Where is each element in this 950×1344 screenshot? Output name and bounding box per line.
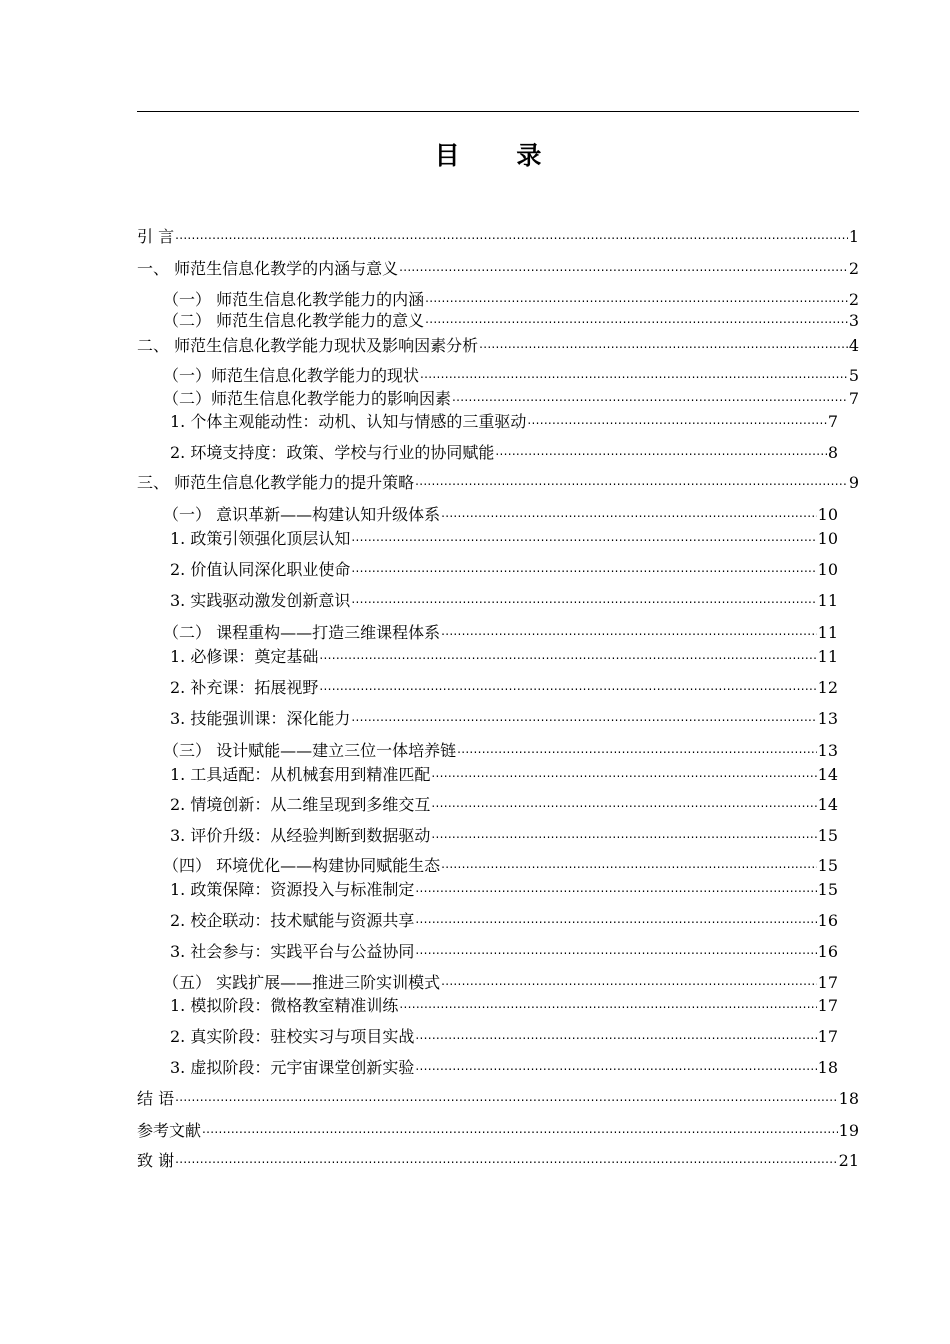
toc-entry-label: 2. 补充课：拓展视野: [170, 678, 319, 697]
toc-entry[interactable]: [163, 734, 838, 760]
toc-leader-dots: [351, 584, 816, 606]
toc-entry-label: 1. 政策引领强化顶层认知: [170, 529, 351, 548]
toc-entry-label: 参考文献: [137, 1121, 202, 1140]
toc-entry-page: 12: [817, 678, 838, 697]
toc-entry-label: 2. 校企联动：技术赋能与资源共享: [170, 911, 415, 930]
toc-entry-label: （五） 实践扩展——推进三阶实训模式: [163, 973, 441, 992]
toc-entry[interactable]: [170, 873, 838, 899]
toc-leader-dots: [175, 220, 848, 242]
toc-entry-label: 2. 真实阶段：驻校实习与项目实战: [170, 1027, 415, 1046]
toc-leader-dots: [202, 1114, 838, 1136]
toc-entry[interactable]: [170, 584, 838, 610]
toc-leader-dots: [441, 616, 817, 638]
toc-leader-dots: [425, 304, 848, 326]
toc-leader-dots: [527, 405, 826, 427]
toc-entry[interactable]: [137, 252, 859, 278]
toc-entry-page: 14: [817, 795, 838, 814]
toc-entry-label: （一） 意识革新——构建认知升级体系: [163, 505, 441, 524]
toc-entry[interactable]: [163, 382, 859, 408]
toc-leader-dots: [351, 702, 816, 724]
toc-entry-label: （二） 课程重构——打造三维课程体系: [163, 623, 441, 642]
toc-leader-dots: [175, 1144, 838, 1166]
toc-entry-page: 11: [817, 623, 838, 642]
toc-entry-label: 1. 必修课：奠定基础: [170, 647, 319, 666]
toc-entry[interactable]: [163, 498, 838, 524]
toc-leader-dots: [415, 873, 816, 895]
toc-entry-label: 2. 情境创新：从二维呈现到多维交互: [170, 795, 431, 814]
toc-entry[interactable]: [170, 1051, 838, 1077]
toc-leader-dots: [415, 1051, 816, 1073]
toc-entry-page: 11: [817, 647, 838, 666]
toc-leader-dots: [431, 819, 816, 841]
toc-leader-dots: [441, 849, 817, 871]
toc-entry[interactable]: [170, 1020, 838, 1046]
toc-entry-label: （二） 师范生信息化教学能力的意义: [163, 311, 425, 330]
toc-entry[interactable]: [170, 640, 838, 666]
toc-leader-dots: [441, 966, 817, 988]
toc-entry-label: 3. 评价升级：从经验判断到数据驱动: [170, 826, 431, 845]
toc-entry-label: 1. 工具适配：从机械套用到精准匹配: [170, 765, 431, 784]
toc-entry-page: 17: [817, 1027, 838, 1046]
toc-entry-page: 15: [817, 826, 838, 845]
toc-leader-dots: [431, 758, 816, 780]
toc-entry-page: 10: [817, 505, 838, 524]
toc-entry[interactable]: [163, 849, 838, 875]
toc-leader-dots: [399, 252, 848, 274]
toc-entry[interactable]: [137, 329, 859, 355]
toc-entry[interactable]: [163, 359, 859, 385]
toc-entry-page: 9: [848, 473, 859, 492]
toc-leader-dots: [415, 1020, 816, 1042]
toc-entry-page: 13: [817, 709, 838, 728]
toc-entry-page: 18: [838, 1089, 859, 1108]
toc-leader-dots: [479, 329, 848, 351]
toc-entry-label: 1. 政策保障：资源投入与标准制定: [170, 880, 415, 899]
toc-entry-page: 14: [817, 765, 838, 784]
toc-leader-dots: [431, 788, 816, 810]
toc-entry[interactable]: [170, 671, 838, 697]
toc-entry-page: 17: [817, 996, 838, 1015]
toc-entry[interactable]: [170, 989, 838, 1015]
toc-leader-dots: [457, 734, 817, 756]
toc-entry-page: 8: [827, 443, 838, 462]
toc-entry-page: 5: [848, 366, 859, 385]
toc-entry[interactable]: [163, 616, 838, 642]
toc-entry-page: 16: [817, 942, 838, 961]
toc-entry-page: 2: [848, 259, 859, 278]
toc-entry-label: 三、 师范生信息化教学能力的提升策略: [137, 473, 415, 492]
toc-entry[interactable]: [137, 466, 859, 492]
toc-entry-label: 3. 虚拟阶段：元宇宙课堂创新实验: [170, 1058, 415, 1077]
toc-entry-page: 7: [827, 412, 838, 431]
toc-leader-dots: [319, 671, 816, 693]
toc-entry-label: （一） 师范生信息化教学能力的内涵: [163, 290, 425, 309]
toc-entry[interactable]: [137, 1114, 859, 1140]
toc-leader-dots: [420, 359, 848, 381]
toc-leader-dots: [452, 382, 848, 404]
toc-entry-label: 3. 实践驱动激发创新意识: [170, 591, 351, 610]
toc-leader-dots: [351, 522, 816, 544]
toc-entry-page: 18: [817, 1058, 838, 1077]
toc-entry-page: 10: [817, 529, 838, 548]
toc-entry-page: 10: [817, 560, 838, 579]
toc-entry-page: 15: [817, 856, 838, 875]
toc-entry[interactable]: [170, 819, 838, 845]
toc-entry[interactable]: [163, 304, 859, 330]
toc-entry-label: 二、 师范生信息化教学能力现状及影响因素分析: [137, 336, 479, 355]
toc-entry[interactable]: [163, 283, 859, 309]
toc-entry[interactable]: [170, 436, 838, 462]
toc-leader-dots: [319, 640, 816, 662]
toc-entry-page: 11: [817, 591, 838, 610]
toc-entry-label: 结 语: [137, 1089, 175, 1108]
toc-entry-page: 21: [838, 1151, 859, 1170]
toc-leader-dots: [415, 904, 816, 926]
toc-leader-dots: [441, 498, 817, 520]
toc-entry-page: 16: [817, 911, 838, 930]
toc-entry-label: 1. 模拟阶段：微格教室精准训练: [170, 996, 399, 1015]
toc-entry-page: 15: [817, 880, 838, 899]
toc-leader-dots: [175, 1082, 838, 1104]
toc-entry-label: （三） 设计赋能——建立三位一体培养链: [163, 741, 457, 760]
toc-entry[interactable]: [170, 904, 838, 930]
toc-entry-page: 3: [848, 311, 859, 330]
toc-entry[interactable]: [163, 966, 838, 992]
toc-entry-label: 1. 个体主观能动性：动机、认知与情感的三重驱动: [170, 412, 527, 431]
toc-leader-dots: [425, 283, 848, 305]
toc-entry[interactable]: [170, 553, 838, 579]
toc-leader-dots: [495, 436, 826, 458]
toc-entry-page: 2: [848, 290, 859, 309]
toc-leader-dots: [399, 989, 816, 1011]
toc-entry-page: 7: [848, 389, 859, 408]
toc-leader-dots: [415, 466, 848, 488]
toc-entry[interactable]: [170, 702, 838, 728]
toc-entry-label: 一、 师范生信息化教学的内涵与意义: [137, 259, 399, 278]
toc-entry-label: 3. 技能强训课：深化能力: [170, 709, 351, 728]
toc-entry-label: （一）师范生信息化教学能力的现状: [163, 366, 420, 385]
toc-entry[interactable]: [170, 405, 838, 431]
toc-entry-label: 2. 价值认同深化职业使命: [170, 560, 351, 579]
toc-entry-label: 3. 社会参与：实践平台与公益协同: [170, 942, 415, 961]
toc-entry[interactable]: [137, 1082, 859, 1108]
toc-entry-label: 致 谢: [137, 1151, 175, 1170]
toc-leader-dots: [351, 553, 816, 575]
toc-entry[interactable]: [170, 522, 838, 548]
toc-entry-label: （二）师范生信息化教学能力的影响因素: [163, 389, 452, 408]
toc-leader-dots: [415, 935, 816, 957]
toc-entry[interactable]: [170, 758, 838, 784]
toc-entry-label: 2. 环境支持度：政策、学校与行业的协同赋能: [170, 443, 495, 462]
toc-entry-page: 4: [848, 336, 859, 355]
toc-entry[interactable]: [170, 935, 838, 961]
toc-title: 目 录: [434, 141, 566, 170]
toc-entry-page: 1: [848, 227, 859, 246]
toc-entry-label: 引 言: [137, 227, 175, 246]
toc-entry-page: 19: [838, 1121, 859, 1140]
toc-entry[interactable]: [137, 220, 859, 246]
toc-entry-page: 13: [817, 741, 838, 760]
toc-entry-label: （四） 环境优化——构建协同赋能生态: [163, 856, 441, 875]
toc-entry[interactable]: [170, 788, 838, 814]
toc-entry[interactable]: [137, 1144, 859, 1170]
toc-entry-page: 17: [817, 973, 838, 992]
